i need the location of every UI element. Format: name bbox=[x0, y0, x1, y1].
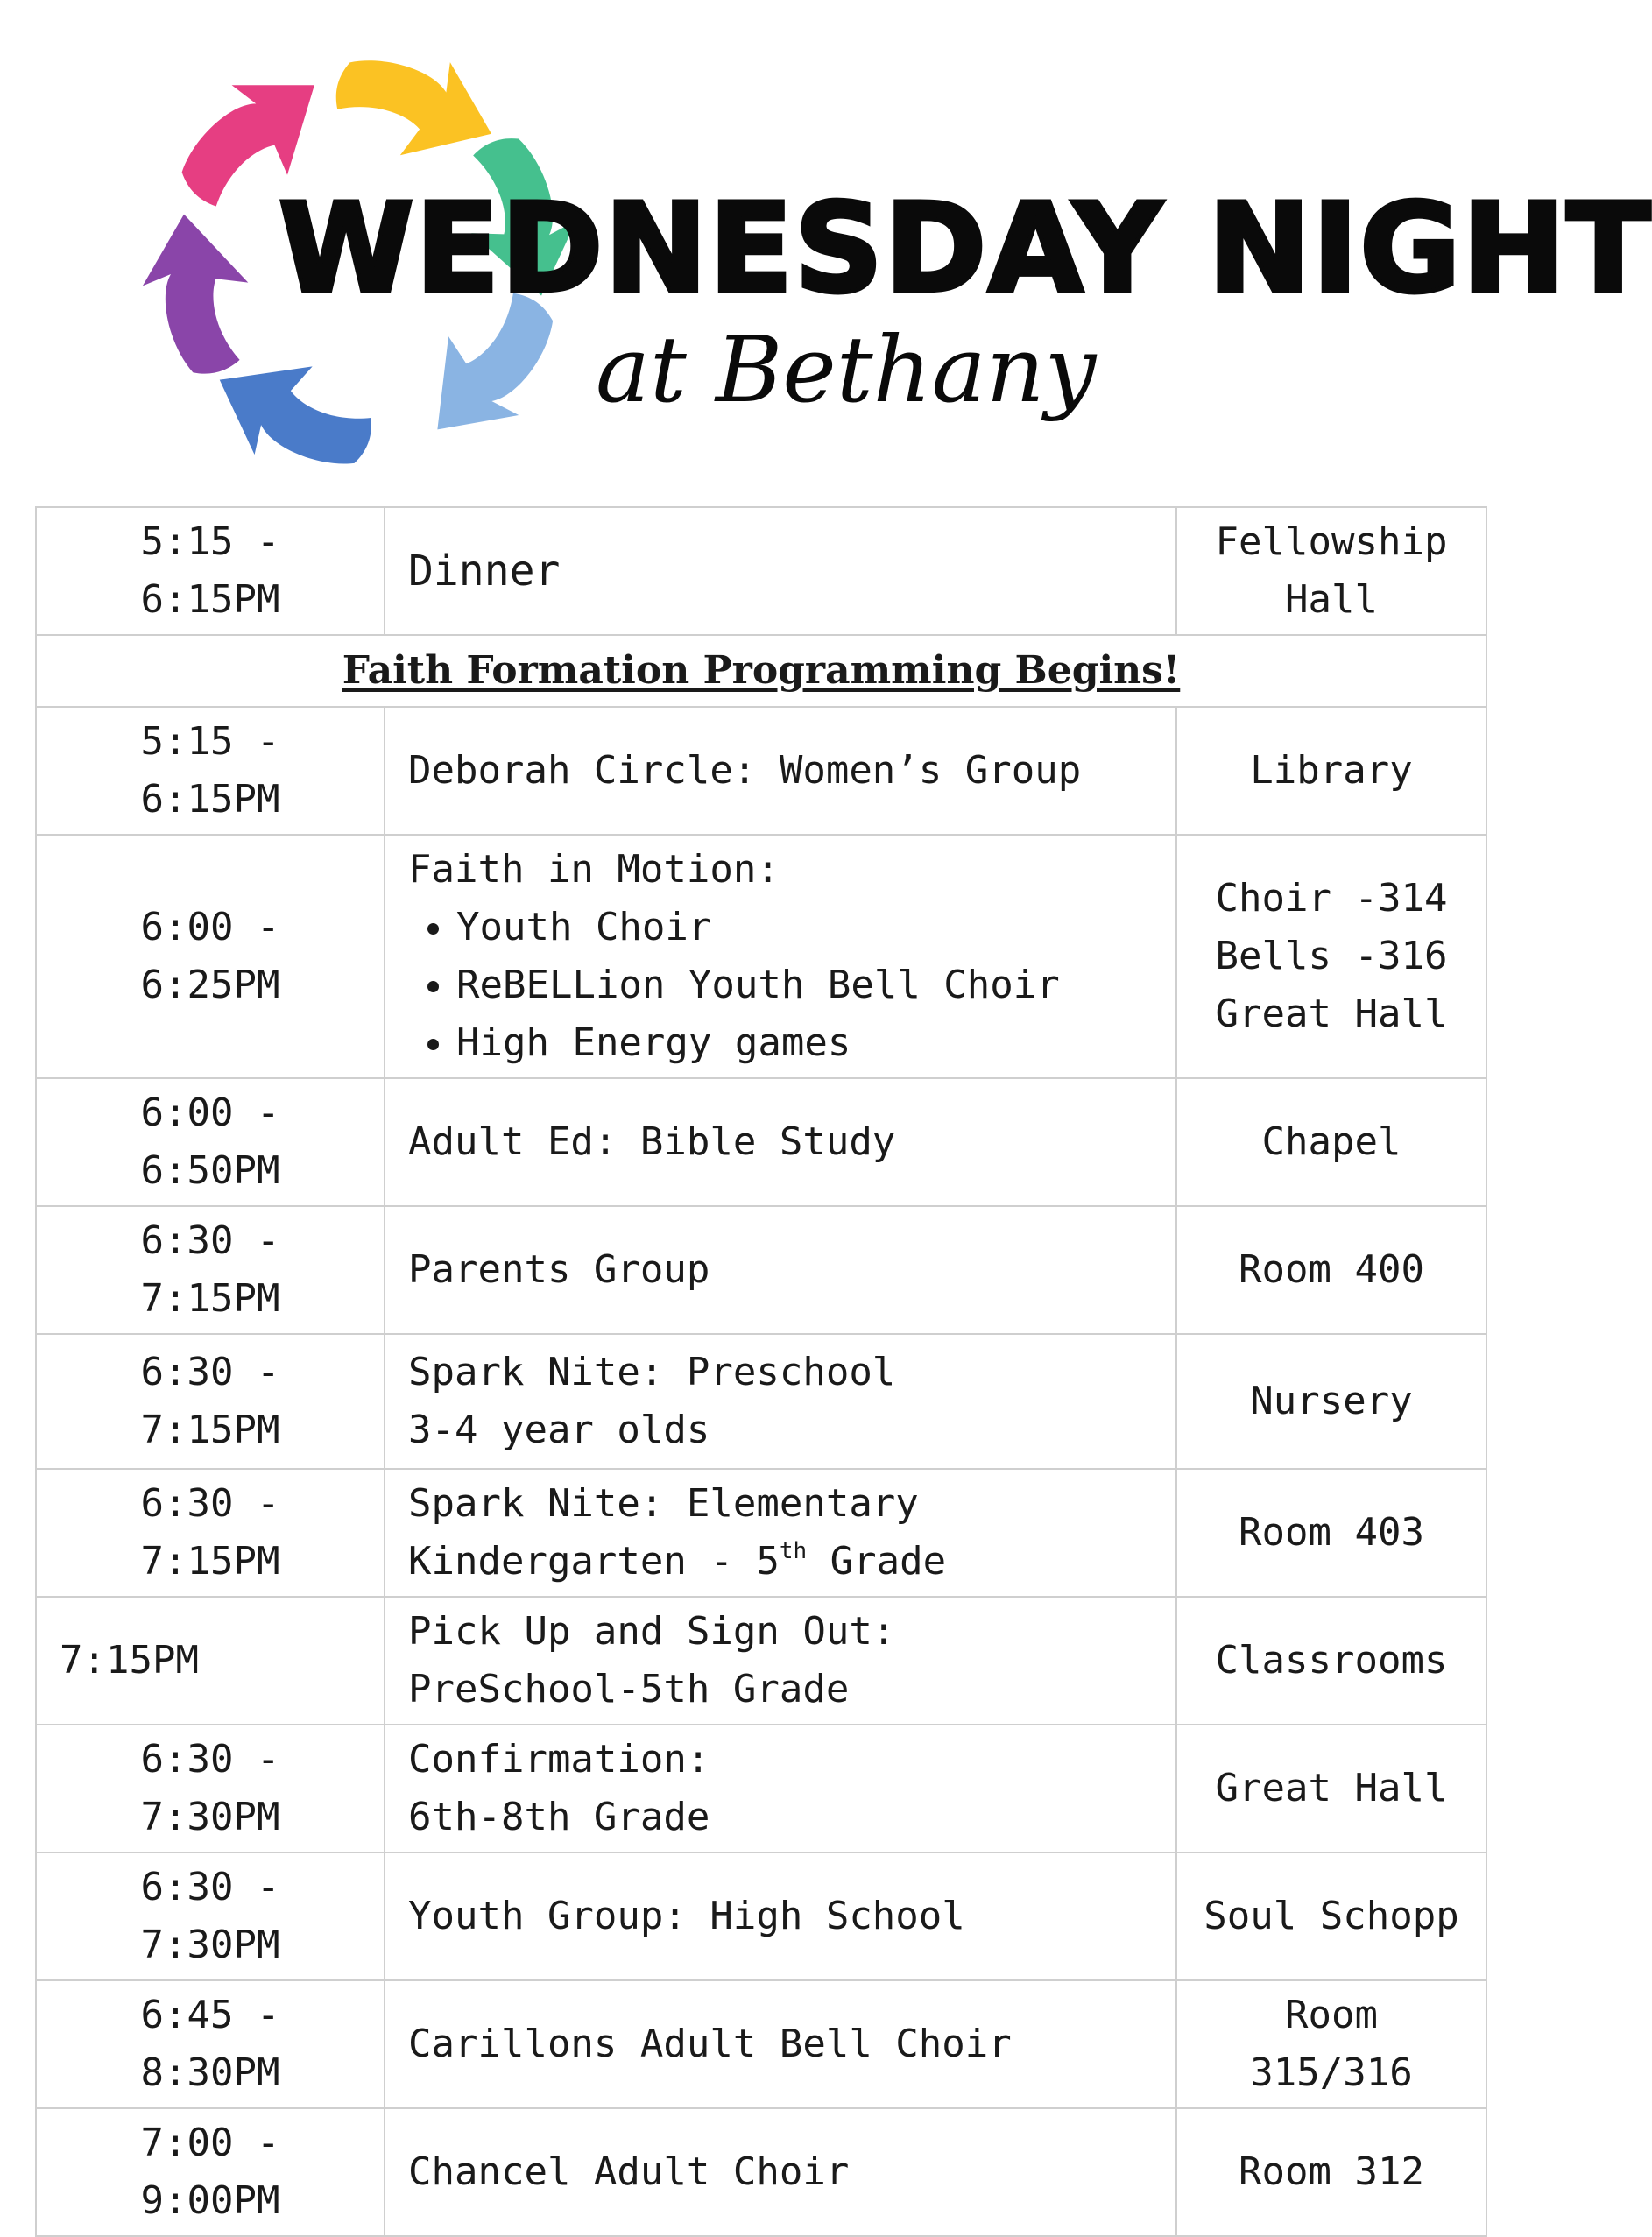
event-cell: Deborah Circle: Women’s Group bbox=[385, 707, 1176, 835]
event-bullet-list bbox=[408, 899, 1153, 1072]
table-row bbox=[36, 1852, 1486, 1980]
list-item: • ReBELLion Youth Bell Choir bbox=[456, 956, 1153, 1014]
table-row bbox=[36, 635, 1486, 707]
event-title: Pick Up and Sign Out: bbox=[408, 1609, 896, 1654]
event-detail: 6th-8th Grade bbox=[408, 1795, 710, 1839]
table-row bbox=[36, 507, 1486, 635]
table-row bbox=[36, 1078, 1486, 1206]
event-cell bbox=[385, 1597, 1176, 1725]
event-detail bbox=[408, 1533, 1153, 1591]
event-cell: Youth Group: High School bbox=[385, 1852, 1176, 1980]
location-cell bbox=[1176, 835, 1486, 1078]
location-cell: Chapel bbox=[1176, 1078, 1486, 1206]
ordinal-suffix: th bbox=[779, 1538, 808, 1564]
event-cell bbox=[385, 1334, 1176, 1469]
time-cell: 5:15 - 6:15PM bbox=[36, 707, 385, 835]
event-cell: Carillons Adult Bell Choir bbox=[385, 1980, 1176, 2108]
event-cell: Parents Group bbox=[385, 1206, 1176, 1334]
list-item: • High Energy games bbox=[456, 1014, 1153, 1072]
location-cell: Great Hall bbox=[1176, 1725, 1486, 1852]
location-cell: Room 312 bbox=[1176, 2108, 1486, 2236]
event-detail: 3-4 year olds bbox=[408, 1408, 710, 1452]
table-row bbox=[36, 1469, 1486, 1597]
time-cell: 5:15 - 6:15PM bbox=[36, 507, 385, 635]
arrow-icon bbox=[128, 203, 269, 385]
time-cell: 7:00 - 9:00PM bbox=[36, 2108, 385, 2236]
event-cell bbox=[385, 835, 1176, 1078]
table-row bbox=[36, 1597, 1486, 1725]
location-cell: Soul Schopp bbox=[1176, 1852, 1486, 1980]
table-row bbox=[36, 1334, 1486, 1469]
time-cell: 6:30 - 7:15PM bbox=[36, 1206, 385, 1334]
location-cell: Room 315/316 bbox=[1176, 1980, 1486, 2108]
time-cell: 6:30 - 7:30PM bbox=[36, 1852, 385, 1980]
table-row bbox=[36, 1980, 1486, 2108]
time-cell: 6:00 - 6:50PM bbox=[36, 1078, 385, 1206]
header bbox=[0, 0, 1652, 517]
table-row bbox=[36, 1725, 1486, 1852]
location-cell: Nursery bbox=[1176, 1334, 1486, 1469]
location-cell: Room 403 bbox=[1176, 1469, 1486, 1597]
schedule-table bbox=[35, 506, 1487, 2237]
list-item: • Youth Choir bbox=[456, 899, 1153, 956]
time-cell: 6:00 - 6:25PM bbox=[36, 835, 385, 1078]
event-detail: PreSchool-5th Grade bbox=[408, 1667, 850, 1711]
time-cell: 6:45 - 8:30PM bbox=[36, 1980, 385, 2108]
event-detail-text: Grade bbox=[807, 1539, 947, 1584]
time-cell: 6:30 - 7:30PM bbox=[36, 1725, 385, 1852]
location-cell: Room 400 bbox=[1176, 1206, 1486, 1334]
time-cell: 6:30 - 7:15PM bbox=[36, 1334, 385, 1469]
page-subtitle: at Bethany bbox=[596, 316, 1097, 423]
event-cell bbox=[385, 1725, 1176, 1852]
table-row bbox=[36, 1206, 1486, 1334]
section-banner: Faith Formation Programming Begins! bbox=[36, 635, 1486, 707]
event-detail-text: Kindergarten - 5 bbox=[408, 1539, 780, 1584]
location-cell: Classrooms bbox=[1176, 1597, 1486, 1725]
location-line: Bells -316 bbox=[1215, 934, 1448, 978]
table-row bbox=[36, 707, 1486, 835]
event-title: Faith in Motion: bbox=[408, 847, 780, 892]
page-title: WEDNESDAY NIGHT bbox=[279, 178, 1652, 321]
table-row bbox=[36, 2108, 1486, 2236]
location-line: Great Hall bbox=[1215, 991, 1448, 1036]
event-cell: Adult Ed: Bible Study bbox=[385, 1078, 1176, 1206]
location-line: Choir -314 bbox=[1215, 876, 1448, 921]
location-cell: Library bbox=[1176, 707, 1486, 835]
location-cell: Fellowship Hall bbox=[1176, 507, 1486, 635]
time-cell: 7:15PM bbox=[36, 1597, 385, 1725]
event-title: Spark Nite: Preschool bbox=[408, 1350, 896, 1394]
event-title: Spark Nite: Elementary bbox=[408, 1481, 919, 1526]
event-title: Confirmation: bbox=[408, 1737, 710, 1782]
event-cell: Dinner bbox=[385, 507, 1176, 635]
event-cell bbox=[385, 1469, 1176, 1597]
table-row bbox=[36, 835, 1486, 1078]
time-cell: 6:30 - 7:15PM bbox=[36, 1469, 385, 1597]
event-cell: Chancel Adult Choir bbox=[385, 2108, 1176, 2236]
